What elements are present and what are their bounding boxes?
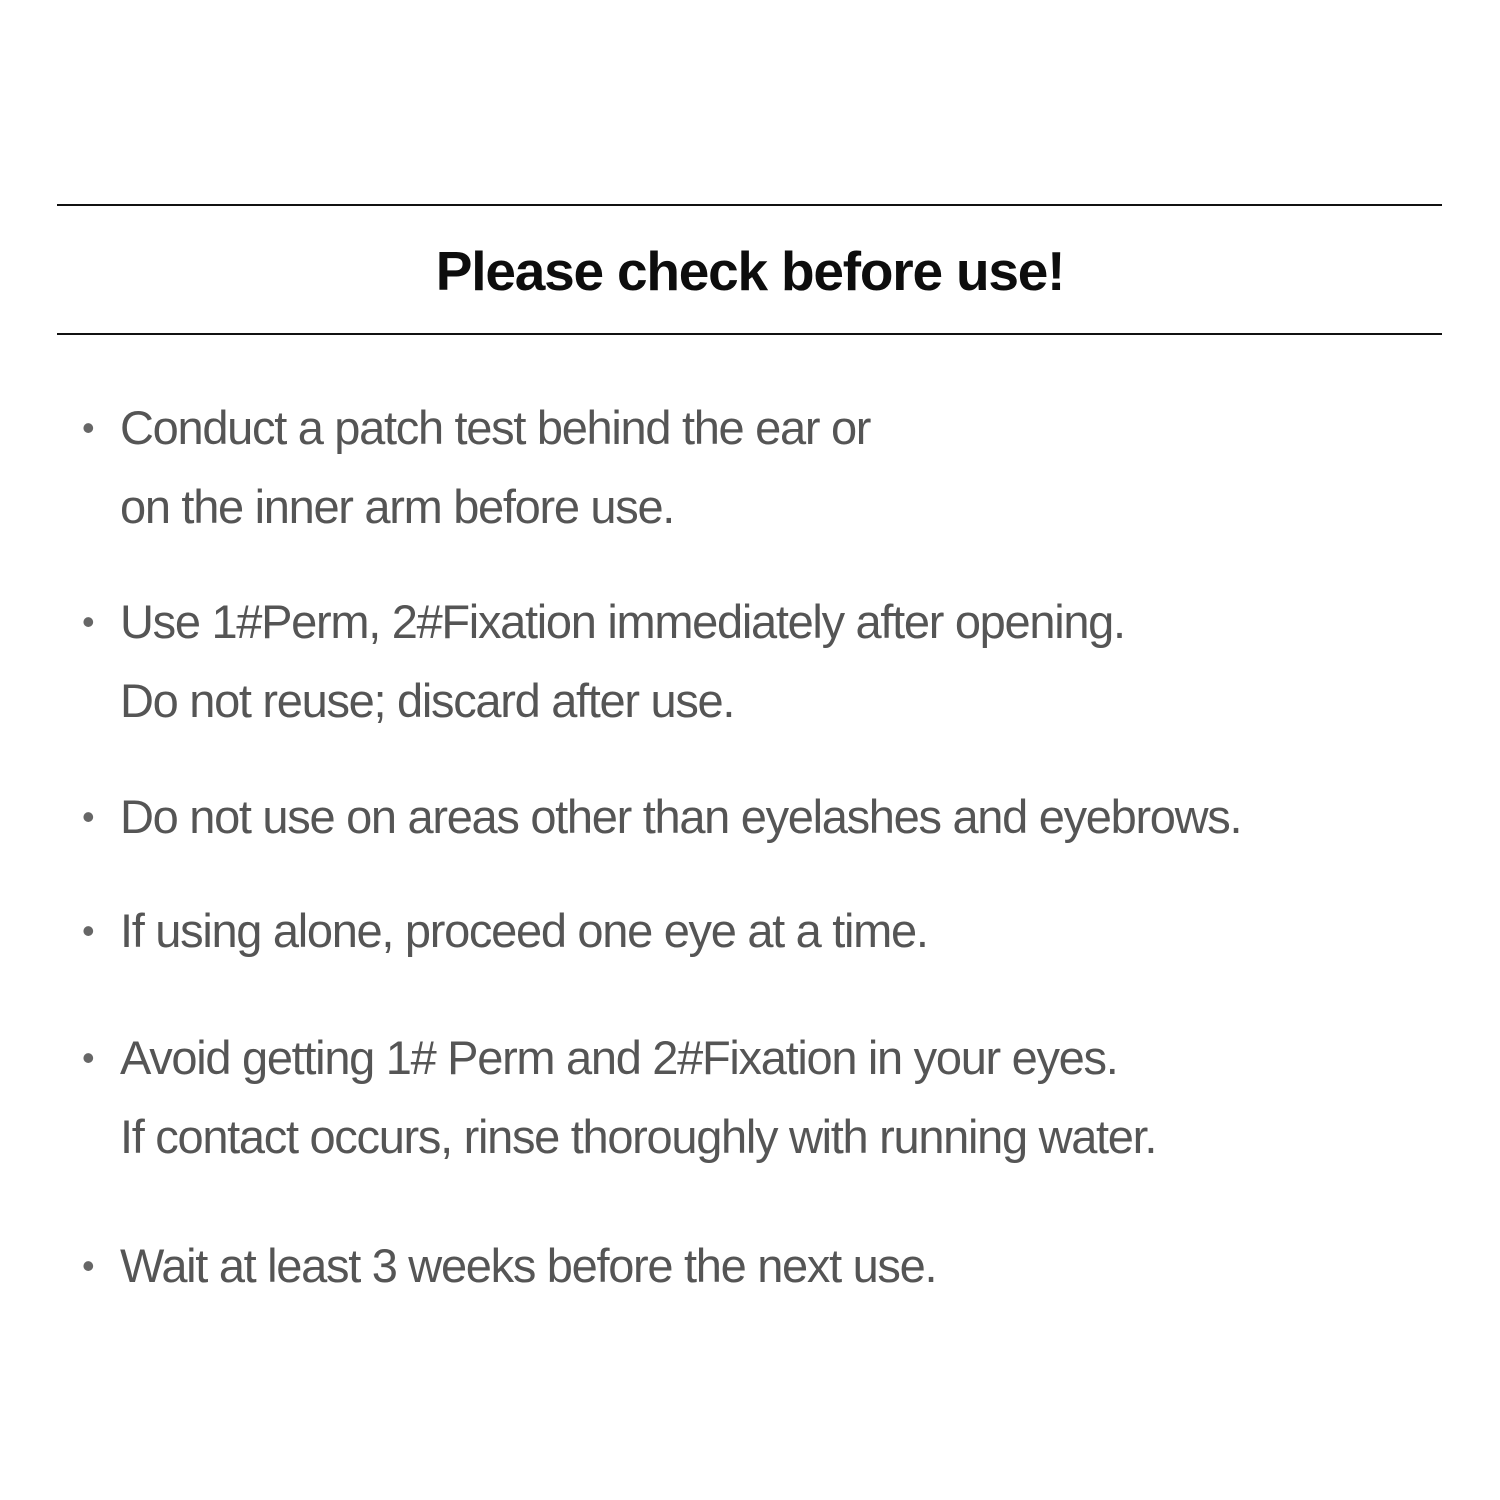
precaution-line: If using alone, proceed one eye at a time. <box>120 904 928 957</box>
precaution-line: Use 1#Perm, 2#Fixation immediately after opening. <box>120 595 1125 648</box>
precaution-one-eye <box>82 891 1472 970</box>
precaution-line: Do not use on areas other than eyelashes and eyebrows. <box>120 790 1242 843</box>
bullet-icon: • <box>82 910 94 951</box>
precaution-line: Do not reuse; discard after use. <box>120 674 735 727</box>
bullet-icon: • <box>82 407 94 448</box>
precaution-eye-contact <box>82 1018 1472 1176</box>
precaution-line: Conduct a patch test behind the ear or <box>120 401 871 454</box>
bullet-icon: • <box>82 1245 94 1286</box>
precaution-line: Avoid getting 1# Perm and 2#Fixation in your eyes. <box>120 1031 1118 1084</box>
precaution-patch-test <box>82 388 1472 546</box>
bullet-icon: • <box>82 1037 94 1078</box>
bullet-icon: • <box>82 601 94 642</box>
precaution-line: Wait at least 3 weeks before the next use. <box>120 1239 937 1292</box>
precaution-wait-period <box>82 1226 1472 1305</box>
precaution-application-area <box>82 777 1472 856</box>
precaution-line: If contact occurs, rinse thoroughly with running water. <box>120 1110 1157 1163</box>
notice-title: Please check before use! <box>435 240 1065 302</box>
precaution-line: on the inner arm before use. <box>120 480 675 533</box>
bullet-icon: • <box>82 796 94 837</box>
precaution-single-use <box>82 582 1472 740</box>
